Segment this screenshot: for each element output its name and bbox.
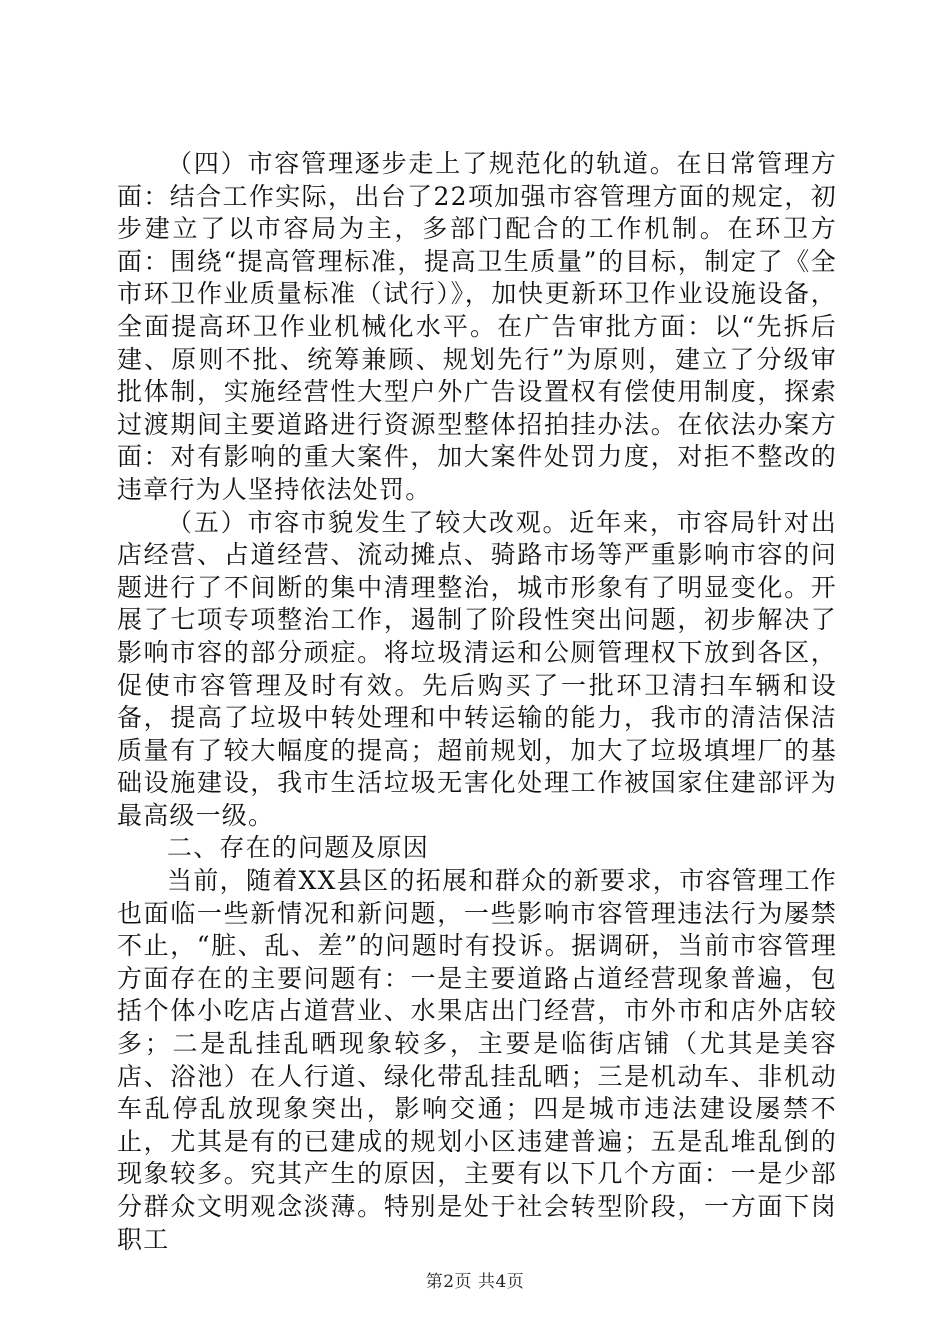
document-body [117,148,837,1256]
paragraph-five: （五）市容市貌发生了较大改观。近年来，市容局针对出店经营、占道经营、流动摊点、骑路市场等严重影响市容的问题进行了不间断的集中清理整治，城市形象有了明显变化。开展了七项专项整治工作，遏制了阶段性突出问题，初步解决了影响市容的部分顽症。将垃圾清运和公厕管理权下放到各区，促使市容管理及时有效。先后购买了一批环卫清扫车辆和设备，提高了垃圾中转处理和中转运输的能力，我市的清洁保洁质量有了较大幅度的提高；超前规划，加大了垃圾填埋厂的基础设施建设，我市生活垃圾无害化处理工作被国家住建部评为最高级一级。 [117,507,837,830]
section-heading: 二、存在的问题及原因 [167,833,430,863]
paragraph-problems: 当前，随着XX县区的拓展和群众的新要求，市容管理工作也面临一些新情况和新问题，一些影响市容管理违法行为屡禁不止，“脏、乱、差”的问题时有投诉。据调研，当前市容管理方面存在的主要问题有：一是主要道路占道经营现象普遍，包括个体小吃店占道营业、水果店出门经营，市外市和店外店较多；二是乱挂乱晒现象较多，主要是临街店铺（尤其是美容店、浴池）在人行道、绿化带乱挂乱晒；三是机动车、非机动车乱停乱放现象突出，影响交通；四是城市违法建设屡禁不止，尤其是有的已建成的规划小区违建普遍；五是乱堆乱倒的现象较多。究其产生的原因，主要有以下几个方面：一是少部分群众文明观念淡薄。特别是处于社会转型阶段，一方面下岗职工 [117,866,837,1254]
page-footer: 第2页 共4页 [425,1272,525,1292]
paragraph-four: （四）市容管理逐步走上了规范化的轨道。在日常管理方面：结合工作实际，出台了22项加强市容管理方面的规定，初步建立了以市容局为主，多部门配合的工作机制。在环卫方面：围绕“提高管理标准，提高卫生质量”的目标，制定了《全市环卫作业质量标准（试行）》，加快更新环卫作业设施设备，全面提高环卫作业机械化水平。在广告审批方面：以“先拆后建、原则不批、统筹兼顾、规划先行”为原则，建立了分级审批体制，实施经营性大型户外广告设置权有偿使用制度，探索过渡期间主要道路进行资源型整体招拍挂办法。在依法办案方面：对有影响的重大案件，加大案件处罚力度，对拒不整改的违章行为人坚持依法处罚。 [117,149,837,504]
